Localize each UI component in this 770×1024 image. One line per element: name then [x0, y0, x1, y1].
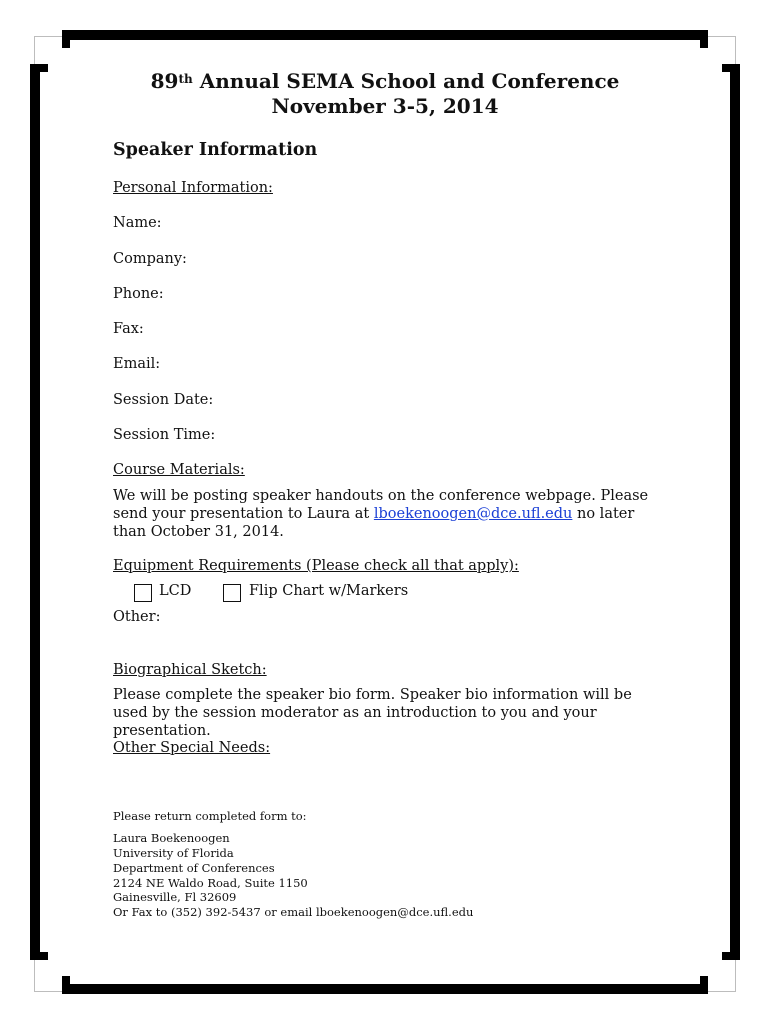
- return-line-address: 2124 NE Waldo Road, Suite 1150: [113, 876, 308, 890]
- phone-field-label: Phone:: [113, 286, 164, 302]
- special-needs-heading: Other Special Needs:: [113, 740, 271, 756]
- frame-bottom-bar: [62, 984, 708, 994]
- frame-tl-corner-side: [30, 64, 48, 72]
- frame-tl-corner: [62, 30, 70, 48]
- lcd-label: LCD: [159, 583, 192, 599]
- return-heading: Please return completed form to:: [113, 809, 307, 823]
- course-materials-text: We will be posting speaker handouts on the conference webpage. Please send your presentation to Laura at lboekenoogen@dce.ufl.edu no later than October 31, 2014.: [113, 488, 649, 540]
- email-field-label: Email:: [113, 356, 161, 372]
- flip-chart-label: Flip Chart w/Markers: [249, 583, 409, 599]
- email-link[interactable]: lboekenoogen@dce.ufl.edu: [373, 506, 573, 522]
- bio-text: Please complete the speaker bio form. Speaker bio information will be used by the session moderator as an introduction to you and your presentation.: [113, 687, 632, 739]
- return-line-name: Laura Boekenoogen: [113, 831, 230, 845]
- frame-tr-corner: [700, 30, 708, 48]
- personal-info-heading: Personal Information:: [113, 180, 273, 196]
- equipment-heading: Equipment Requirements (Please check all that apply):: [113, 558, 519, 574]
- title-line-2: November 3-5, 2014: [271, 94, 499, 118]
- return-line-university: University of Florida: [113, 846, 234, 860]
- frame-bl-corner-side: [30, 952, 48, 960]
- section-heading: Speaker Information: [113, 140, 318, 160]
- title-line-1: 89th Annual SEMA School and Conference: [150, 69, 620, 93]
- frame-tr-corner-side: [722, 64, 740, 72]
- course-materials-heading: Course Materials:: [113, 462, 245, 478]
- session-time-field-label: Session Time:: [113, 427, 216, 443]
- lcd-checkbox[interactable]: [134, 584, 152, 602]
- other-label: Other:: [113, 609, 161, 625]
- frame-left-bar: [30, 64, 40, 960]
- return-line-city: Gainesville, Fl 32609: [113, 890, 237, 904]
- flip-chart-checkbox[interactable]: [223, 584, 241, 602]
- session-date-field-label: Session Date:: [113, 392, 214, 408]
- return-line-department: Department of Conferences: [113, 861, 275, 875]
- fax-field-label: Fax:: [113, 321, 144, 337]
- frame-right-bar: [730, 64, 740, 960]
- frame-br-corner-side: [722, 952, 740, 960]
- bio-heading: Biographical Sketch:: [113, 662, 267, 678]
- return-line-contact: Or Fax to (352) 392-5437 or email lboekenoogen@dce.ufl.edu: [113, 905, 474, 919]
- frame-top-bar: [62, 30, 708, 40]
- company-field-label: Company:: [113, 251, 187, 267]
- document-title: [113, 69, 657, 119]
- name-field-label: Name:: [113, 215, 162, 231]
- frame-br-corner: [700, 976, 708, 994]
- frame-bl-corner: [62, 976, 70, 994]
